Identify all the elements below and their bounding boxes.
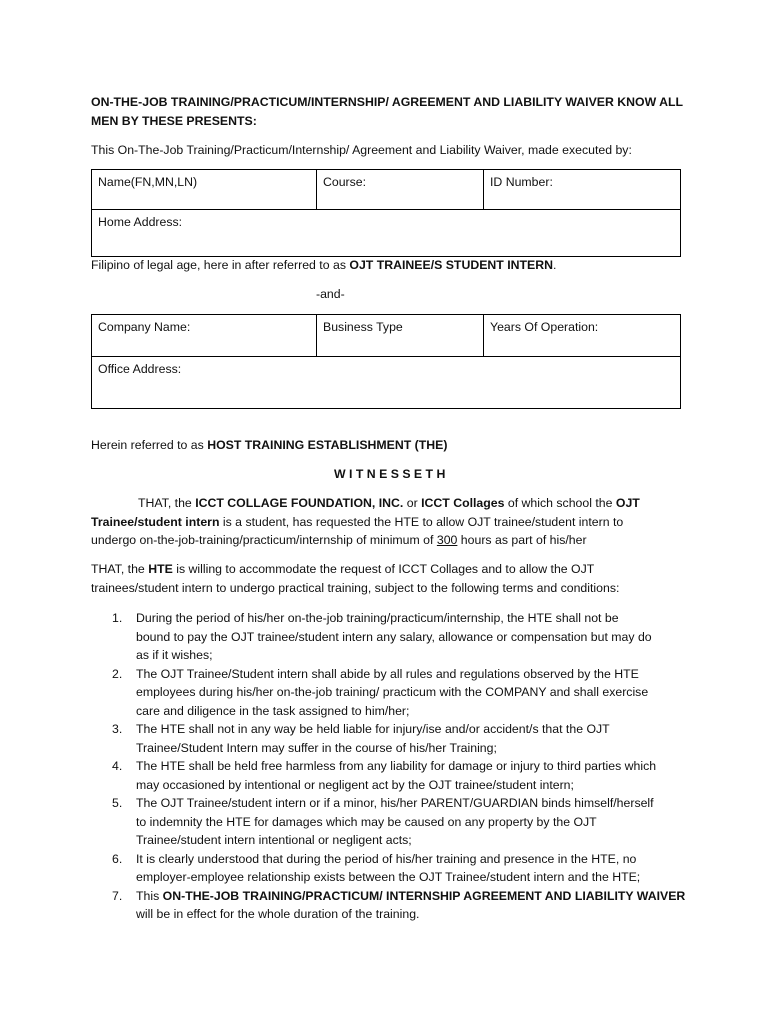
and-separator: -and- (316, 287, 345, 301)
herein-line (91, 436, 447, 455)
term-line: During the period of his/her on-the-job training/practicum/internship, the HTE shall not be (136, 611, 619, 625)
term-line: employees during his/her on-the-job training/ practicum with the COMPANY and shall exercise (136, 685, 649, 699)
term7-pre: This (136, 888, 163, 903)
years-operation-label: Years Of Operation: (490, 320, 599, 334)
company-name-field[interactable] (92, 315, 317, 357)
filipino-suffix: . (553, 258, 557, 272)
filipino-prefix: Filipino of legal age, here in after referred to as (91, 258, 350, 272)
p1-text-2: or (403, 496, 422, 510)
p1-text-1: THAT, the (138, 496, 196, 510)
term-line: may occasioned by intentional or negligent act by the OJT trainee/student intern; (136, 777, 574, 792)
filipino-line (91, 256, 556, 275)
term-item (91, 887, 691, 924)
term-line: The HTE shall not in any way be held liable for injury/ise and/or accident/s that the OJT (136, 722, 610, 736)
term-item (91, 609, 691, 665)
p1-school-name: ICCT COLLAGE FOUNDATION, INC. (195, 496, 404, 510)
trainee-info-table (91, 169, 681, 257)
term-line: employer-employee relationship exists between the OJT Trainee/student intern and the HTE; (136, 870, 641, 884)
term-number: 4. (112, 759, 123, 773)
paragraph-1 (91, 494, 691, 550)
p2-hte: HTE (148, 562, 173, 576)
term-number: 2. (112, 666, 123, 681)
term-line: The OJT Trainee/Student intern shall abide by all rules and regulations observed by the HTE (136, 666, 639, 681)
term-item (91, 757, 691, 794)
p2-line2: trainees/student intern to undergo practical training, subject to the following terms and conditions: (91, 580, 620, 595)
p1-text-3: of which school the (504, 496, 616, 510)
term7-agreement-name: ON-THE-JOB TRAINING/PRACTICUM/ INTERNSHIP AGREEMENT AND LIABILITY WAIVER (162, 888, 686, 903)
term-line: The OJT Trainee/student intern or if a minor, his/her PARENT/GUARDIAN binds himself/herself (136, 796, 654, 810)
term-number: 1. (112, 611, 123, 625)
p1-ojt: OJT (615, 496, 640, 510)
id-number-field[interactable] (484, 170, 681, 210)
office-address-field[interactable] (92, 357, 681, 409)
p2-text-1: THAT, the (91, 562, 149, 576)
p1-line3-post: hours as part of his/her (457, 533, 587, 547)
business-type-field[interactable] (317, 315, 484, 357)
witnesseth-heading: W I T N E S S E T H (334, 467, 446, 481)
terms-list (91, 609, 691, 924)
term-line: It is clearly understood that during the period of his/her training and presence in the HTE, no (136, 851, 637, 866)
term-line: as if it wishes; (136, 648, 213, 662)
paragraph-2 (91, 560, 691, 597)
term-line: Trainee/student intern intentional or negligent acts; (136, 833, 412, 847)
term-number: 7. (112, 888, 123, 903)
term-line: Trainee/Student Intern may suffer in the course of his/her Training; (136, 740, 497, 755)
term-line: will be in effect for the whole duration of the training. (136, 907, 420, 921)
p1-hours: 300 (436, 533, 458, 547)
company-name-label: Company Name: (98, 320, 191, 334)
term-number: 5. (112, 796, 123, 810)
home-address-label: Home Address: (98, 215, 183, 229)
term-item (91, 850, 691, 887)
intro-text: This On-The-Job Training/Practicum/Internship/ Agreement and Liability Waiver, made executed by: (91, 143, 632, 157)
herein-prefix: Herein referred to as (91, 438, 208, 452)
id-number-label: ID Number: (490, 175, 553, 189)
p1-trainee-term: Trainee/student intern (91, 514, 220, 529)
years-operation-field[interactable] (484, 315, 681, 357)
document-title: ON-THE-JOB TRAINING/PRACTICUM/INTERNSHIP/ AGREEMENT AND LIABILITY WAIVER KNOW ALL MEN BY THESE PRESENTS: (91, 95, 683, 128)
course-field[interactable] (317, 170, 484, 210)
term-number: 3. (112, 722, 123, 736)
p1-collages: ICCT Collages (421, 496, 505, 510)
hte-term: HOST TRAINING ESTABLISHMENT (THE) (207, 438, 448, 452)
name-field[interactable] (92, 170, 317, 210)
name-label: Name(FN,MN,LN) (98, 175, 198, 189)
p1-line3-pre: undergo on-the-job-training/practicum/internship of minimum of (91, 533, 437, 547)
term-item (91, 720, 691, 757)
p2-text-2: is willing to accommodate the request of ICCT Collages and to allow the OJT (172, 562, 595, 576)
term-line: care and diligence in the task assigned to him/her; (136, 703, 410, 718)
term-item (91, 794, 691, 850)
course-label: Course: (323, 175, 367, 189)
term-line: bound to pay the OJT trainee/student intern any salary, allowance or compensation but may do (136, 629, 652, 644)
term-line: The HTE shall be held free harmless from any liability for damage or injury to third parties which (136, 759, 657, 773)
term-item (91, 665, 691, 721)
term-number: 6. (112, 851, 123, 866)
ojt-trainee-term: OJT TRAINEE/S STUDENT INTERN (349, 258, 553, 272)
term-line: to indemnity the HTE for damages which may be caused on any property by the OJT (136, 814, 597, 829)
business-type-label: Business Type (323, 320, 403, 334)
company-info-table (91, 314, 681, 409)
home-address-field[interactable] (92, 210, 681, 257)
office-address-label: Office Address: (98, 362, 182, 376)
p1-line2: is a student, has requested the HTE to allow OJT trainee/student intern to (219, 514, 624, 529)
